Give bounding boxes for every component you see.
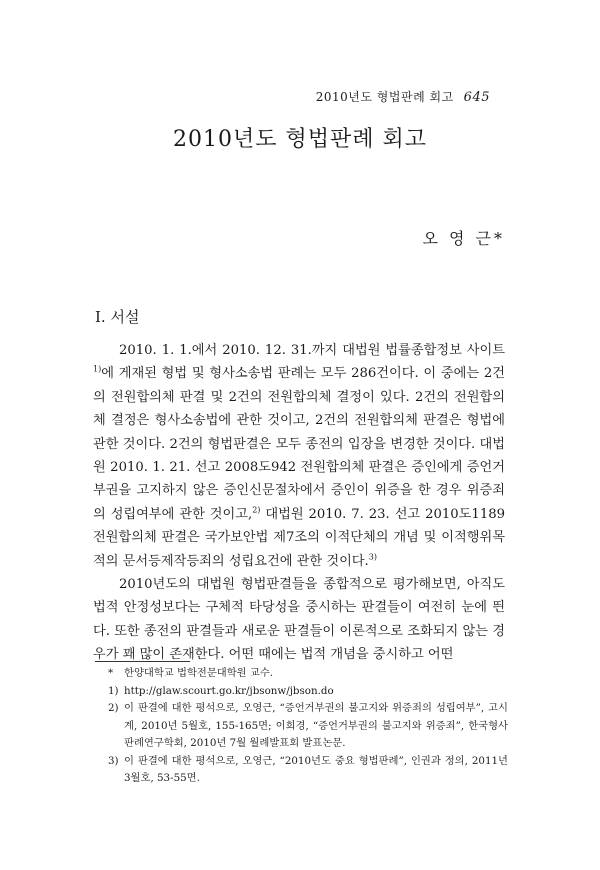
footnote — [108, 665, 508, 683]
footnotes — [108, 665, 508, 788]
page-title: 2010년도 형법판례 회고 — [173, 127, 427, 152]
footnote-divider — [95, 661, 190, 662]
footnote-ref: 1) — [93, 365, 102, 375]
footnote-ref: 3) — [368, 552, 377, 562]
author-name: 오 영 근* — [422, 229, 505, 248]
body-text — [93, 339, 505, 667]
section-heading: Ⅰ. 서설 — [95, 308, 140, 326]
footnote — [108, 700, 508, 753]
page-number: 645 — [463, 90, 490, 105]
footnote — [108, 753, 508, 788]
footnote-mark: 2) — [108, 702, 119, 714]
footnote — [108, 683, 508, 701]
footnote-ref: 2) — [252, 505, 261, 515]
paragraph: 2010. 1. 1.에서 2010. 12. 31.까지 대법원 법률종합정보 사이트$^{1)}$에 게재된 형법 및 형사소송법 판례는 모두 286건이다. 이 중에는 2건의 전원합의체 판결 및 2건의 전원합의체 결정이 있다. 2건의 전원합의체 결정은 형사소송법에 관한 것이고, 2건의 전원합의체 판결은 형법에 관한 것이다. 2건의 형법판결은 모두 종전의 입장을 변경한 것이다. 대법원 2010. 1. 21. 선고 2008도942 전원합의체 판결은 증인에게 증언거부권을 고지하지 않은 증인신문절차에서 증인이 위증을 한 경우 위증죄의 성립여부에 관한 것이고,$^{2)}$ 대법원 2010. 7. 23. 선고 2010도1189 전원합의체 판결은 국가보안법 제7조의 이적단체의 개념 및 이적행위목적의 문서등제작등죄의 성립요건에 관한 것이다.$^{3)}$ — [93, 343, 505, 569]
footnote-link[interactable]: http://glaw.scourt.go.kr/jbsonw/jbson.do — [124, 684, 334, 697]
footnote-text: 한양대학교 법학전문대학원 교수. — [124, 667, 274, 679]
footnote-mark: 1) — [108, 684, 119, 697]
footnote-mark: 3) — [108, 754, 119, 767]
running-head — [316, 88, 490, 105]
paragraph: 2010년도의 대법원 형법판결들을 종합적으로 평가해보면, 아직도 법적 안정성보다는 구체적 타당성을 중시하는 판결들이 여전히 눈에 띈다. 또한 종전의 판결들과 새로운 판결들이 이론적으로 조화되지 않는 경우가 꽤 많이 존재한다. 어떤 때에는 법적 개념을 중시하고 어떤 — [93, 577, 505, 663]
footnote-mark: * — [108, 667, 114, 679]
running-head-title: 2010년도 형법판례 회고 — [315, 90, 454, 104]
footnote-text: 이 판결에 대한 평석으로, 오영근, “2010년도 중요 형법판례”, 인권과 정의, 2011년 3월호, 53-55면. — [124, 754, 508, 784]
footnote-text: 이 판결에 대한 평석으로, 오영근, “증언거부권의 불고지와 위증죄의 성립여부”, 고시계, 2010년 5월호, 155-165면; 이희경, “증언거부권의 불고지와 위증죄”, 한국형사판례연구학회, 2010년 7월 월례발표회 발표논문. — [124, 702, 508, 749]
